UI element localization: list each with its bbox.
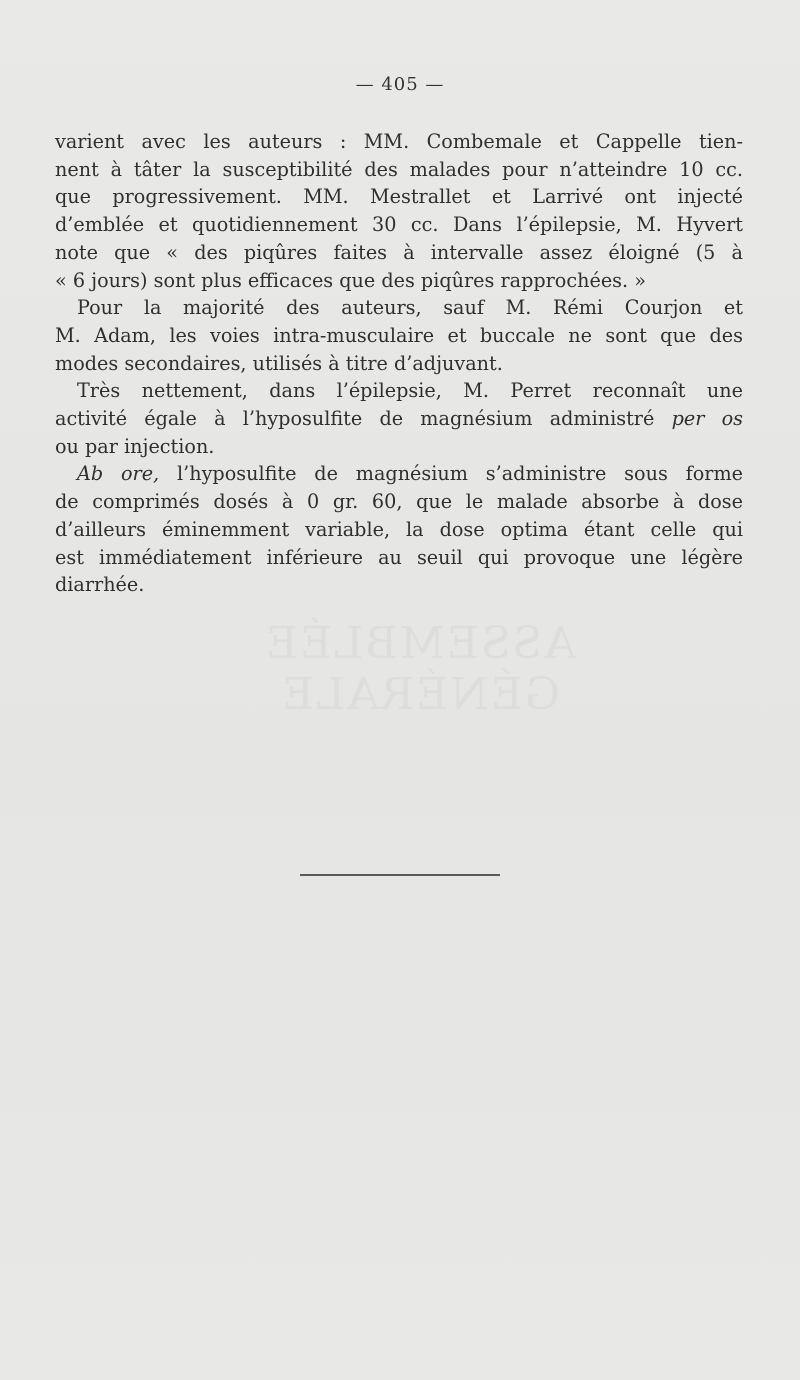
- text-line: que progressivement. MM. Mestrallet et Larrivé ont injecté: [55, 185, 743, 209]
- text-line: [55, 405, 743, 433]
- section-divider: [300, 874, 500, 876]
- text-line: d’emblée et quotidiennement 30 cc. Dans l’épilepsie, M. Hyvert: [55, 213, 743, 237]
- paragraph-3: [55, 377, 743, 460]
- text-line: Pour la majorité des auteurs, sauf M. Rémi Courjon et: [77, 296, 743, 320]
- text-segment: activité égale à l’hyposulfite de magnésium administré: [55, 407, 655, 431]
- text-line: est immédiatement inférieure au seuil qui provoque une légère: [55, 545, 743, 569]
- text-line: M. Adam, les voies intra-musculaire et buccale ne sont que des: [55, 323, 743, 347]
- text-line: d’ailleurs éminemment variable, la dose optima étant celle qui: [55, 517, 743, 541]
- text-line: varient avec les auteurs : MM. Combemale et Cappelle tien-: [55, 130, 743, 153]
- text-line: « 6 jours) sont plus efficaces que des piqûres rapprochées. »: [55, 268, 646, 292]
- text-line: [55, 460, 743, 488]
- text-line: Très nettement, dans l’épilepsie, M. Perret reconnaît une: [77, 379, 743, 403]
- page-number: — 405 —: [355, 74, 445, 95]
- text-line: note que « des piqûres faites à intervalle assez éloigné (5 à: [55, 240, 743, 264]
- text-line: de comprimés dosés à 0 gr. 60, que le malade absorbe à dose: [55, 490, 743, 514]
- text-line: modes secondaires, utilisés à titre d’adjuvant.: [55, 351, 503, 375]
- text-line: diarrhée.: [55, 573, 145, 597]
- paragraph-1: [55, 128, 743, 294]
- latin-phrase: per os: [671, 407, 743, 431]
- paragraph-4: [55, 460, 743, 599]
- text-line: ou par injection.: [55, 434, 215, 458]
- text-segment: l’hyposulfite de magnésium s’administre sous forme: [177, 462, 743, 486]
- text-line: nent à tâter la susceptibilité des malades pour n’atteindre 10 cc.: [55, 157, 743, 181]
- paragraph-2: [55, 294, 743, 377]
- body-text: [55, 128, 743, 599]
- latin-phrase: Ab ore,: [77, 462, 160, 486]
- show-through-heading: ASSEMBLÉE GÉNÉRALE: [263, 618, 577, 720]
